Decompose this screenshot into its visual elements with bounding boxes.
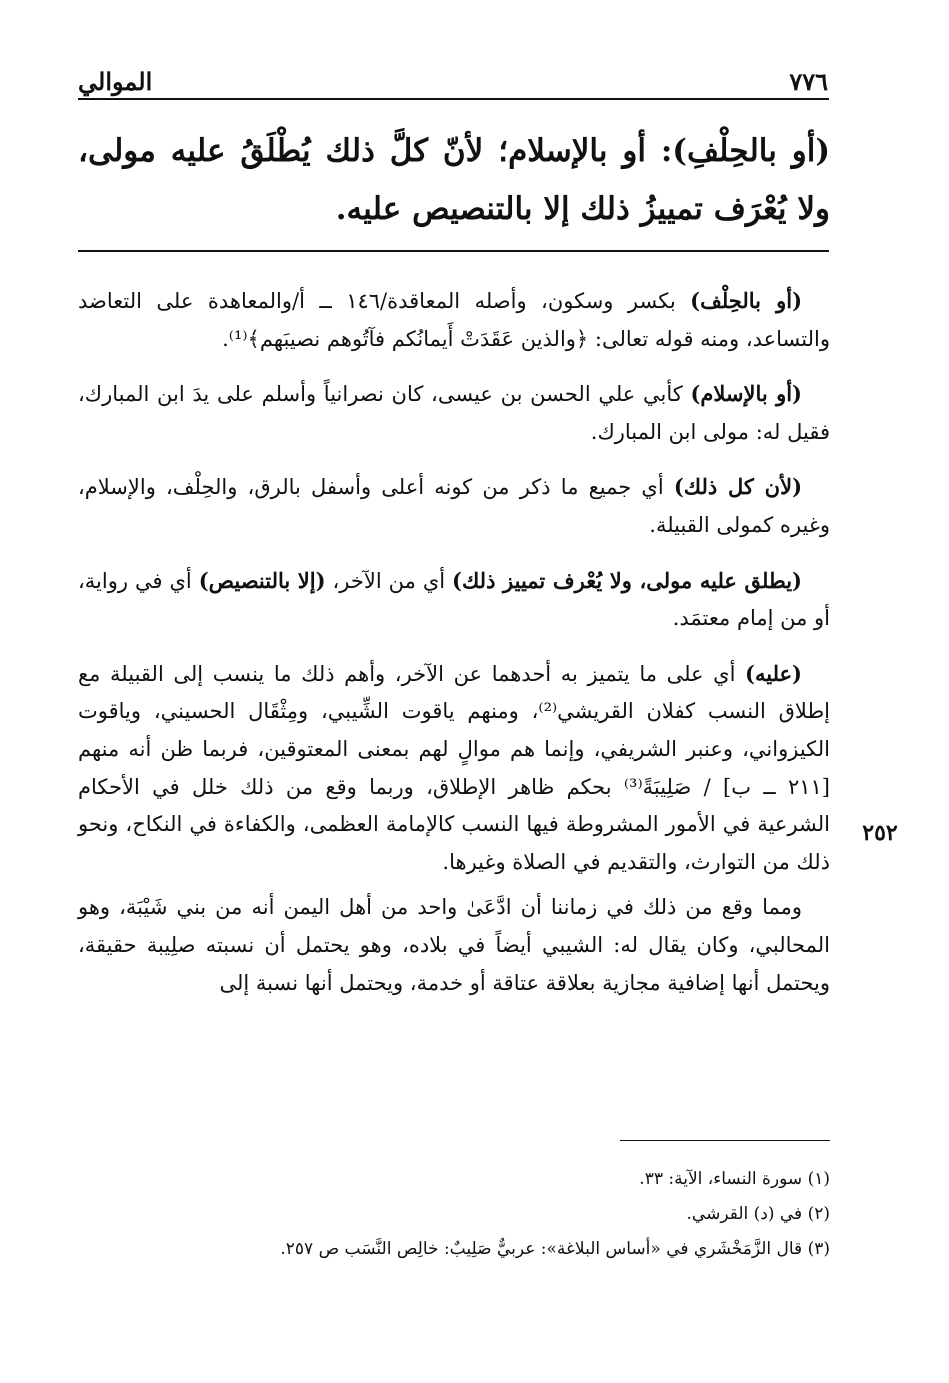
commentary [78, 282, 830, 1019]
commentary-paragraph [78, 889, 830, 1002]
commentary-text: أي في رواية، أو من إمام معتمَد. [78, 568, 830, 631]
page-number: ٧٧٦ [789, 67, 828, 96]
commentary-paragraph [78, 562, 830, 638]
lemma: (يطلق عليه مولى، ولا يُعْرف تمييز ذلك) [452, 567, 802, 593]
lemma: (إلا بالتنصيص) [198, 567, 326, 593]
commentary-text: أي جميع ما ذكر من كونه أعلى وأسفل بالرق، والحِلْف، والإسلام، وغيره كمولى القبيلة. [78, 475, 830, 537]
commentary-paragraph [78, 375, 830, 451]
matn-text: (أو بالحِلْفِ): أو بالإسلام؛ لأنّ كلَّ ذلك يُطْلَقُ عليه مولى، ولا يُعْرَف تمييزُ ذلك إلا بالتنصيص عليه. [78, 133, 830, 227]
lemma: (لأن كل ذلك) [673, 474, 803, 500]
footnotes [78, 1162, 830, 1267]
lemma: (عليه) [745, 660, 802, 686]
commentary-paragraph [78, 468, 830, 544]
footnote: (١) سورة النساء، الآية: ٣٣. [639, 1169, 830, 1189]
lemma: (أو بالإسلام) [690, 381, 802, 407]
matn-divider [78, 250, 829, 252]
manuscript-margin-number: ٢٥٢ [862, 820, 898, 846]
running-title: الموالي [78, 67, 153, 96]
footnote: (٣) قال الزَّمَخْشَري في «أساس البلاغة»: عربيٌّ صَلِيبٌ: خالِص النَّسَب ص ٢٥٧. [280, 1239, 830, 1259]
commentary-text: أي من الآخر، [325, 568, 453, 593]
commentary-paragraph [78, 282, 830, 358]
commentary-text: أي على ما يتميز به أحدهما عن الآخر، وأهم ذلك ما ينسب إلى القبيلة مع إطلاق النسب كفلان القريشي⁽²⁾، ومنهم ياقوت الشِّيبي، ومِثْقَال الحسيني، وياقوت الكيزواني، وعنبر الشريفي، وإنما هم موالٍ لهم بمعنى المعتوقين، فربما ظن أنه منهم [٢١١ ــ ب] / صَلِيبَةً⁽³⁾ بحكم ظاهر الإطلاق، وربما وقع من ذلك خلل في الأحكام الشرعية في الأمور المشروطة فيها النسب كالإمامة العظمى، والكفاءة في النكاح، ونحو ذلك من التوارث، والتقديم في الصلاة وغيرها. [78, 661, 831, 874]
header-divider [78, 98, 829, 100]
commentary-paragraph [78, 655, 830, 882]
page-header [78, 56, 828, 96]
footnote: (٢) في (د) القرشي. [686, 1204, 830, 1224]
footnote-divider [620, 1140, 830, 1141]
commentary-text: ومما وقع من ذلك في زماننا أن ادَّعَىٰ واحد من أهل اليمن أنه من بني شَيْبَة، وهو المحالبي، وكان يقال له: الشيبي أيضاً في بلاده، وهو يحتمل أن نسبته صلِيبة حقيقة، ويحتمل أنها إضافية مجازية بعلاقة عتاقة أو خدمة، ويحتمل أنها نسبة إلى [78, 895, 830, 995]
lemma: (أو بالحِلْف) [690, 288, 803, 313]
commentary-text: بكسر وسكون، وأصله المعاقدة/١٤٦ ــ أ/والمعاهدة على التعاضد والتساعد، ومنه قوله تعالى: ﴿والذين عَقَدَتْ أَيمانُكم فآتُوهم نصيبَهم﴾⁽¹⁾. [78, 289, 830, 351]
commentary-text: كأبي علي الحسن بن عيسى، كان نصرانياً وأسلم على يدَ ابن المبارك، فقيل له: مولى ابن المبارك. [78, 382, 830, 444]
